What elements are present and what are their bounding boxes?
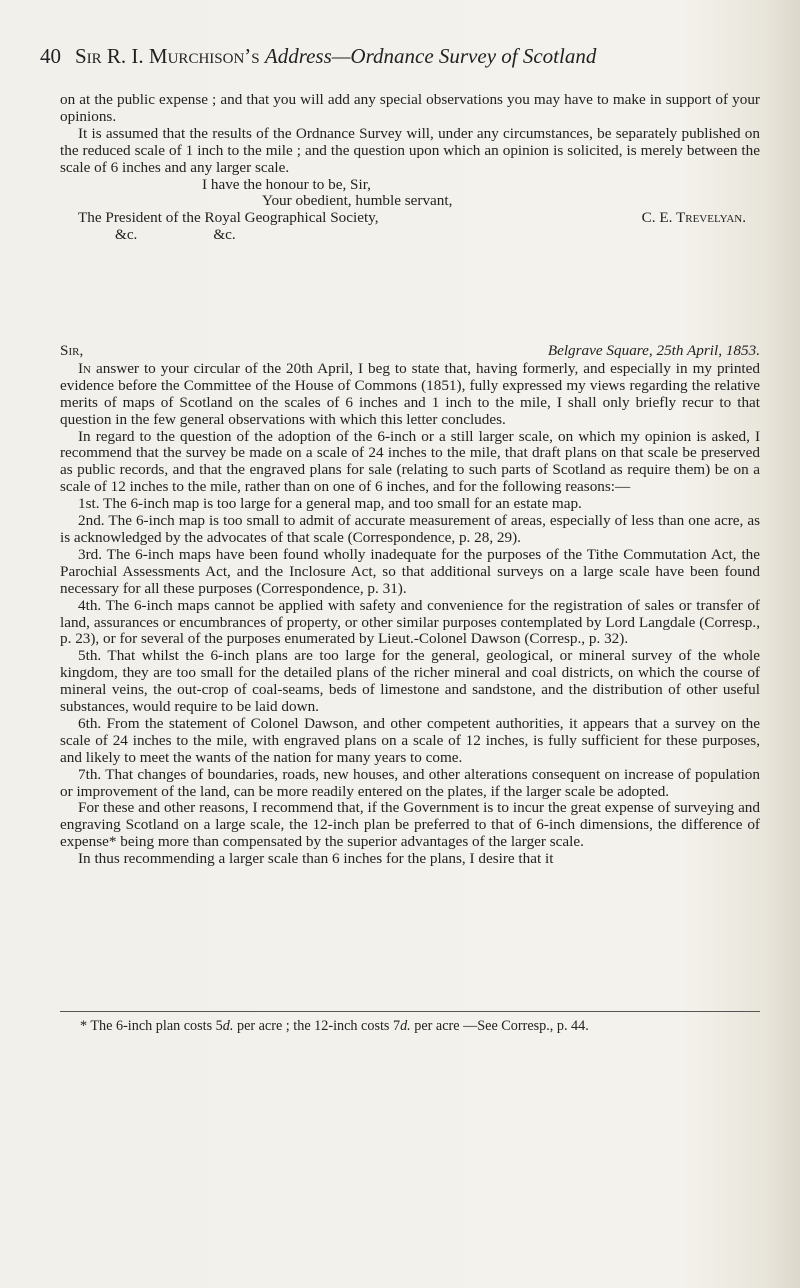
opening-word: In (78, 359, 92, 377)
header-author: Sir R. I. Murchison’s (75, 44, 260, 68)
signature: C. E. Trevelyan. (641, 209, 746, 227)
paragraph: In thus recommending a larger scale than 6 inches for the plans, I desire that it (78, 850, 554, 868)
addressee: The President of the Royal Geographical Society, (78, 209, 379, 227)
closing-line: I have the honour to be, Sir, (202, 175, 371, 193)
paragraph: 6th. From the statement of Colonel Dawson, and other competent authorities, it appears that a survey on the scale of 24 inches to the mile, with engraved plans on a scale of 12 inches, is fully sufficient for these purposes, and likely to meet the wants of the nation for many years to come. (60, 714, 760, 766)
opening-paragraph (60, 361, 760, 429)
header-title: Address—Ordnance Survey of Scotland (264, 44, 597, 68)
paragraph: It is assumed that the results of the Ordnance Survey will, under any circumstances, be separately published on the reduced scale of 1 inch to the mile ; and the question upon which an opinion is solicited, is merely between the scale of 6 inches and any larger scale. (60, 124, 760, 176)
dateline (60, 343, 760, 360)
footnote-text: d. (222, 1018, 234, 1034)
page-number: 40 (40, 44, 61, 68)
paragraph: For these and other reasons, I recommend that, if the Government is to incur the great expense of surveying and engraving Scotland on a large scale, the 12-inch plan be preferred to that of 6-inch dimensions, the difference of expense* being more than compensated by the superior advantages of the larger scale. (60, 799, 760, 851)
paragraph: 3rd. The 6-inch maps have been found wholly inadequate for the purposes of the Tithe Commutation Act, the Parochial Assessments Act, and the Inclosure Act, so that additional surveys on a large scale have been found necessary for all these purposes (Correspondence, p. 31). (60, 545, 760, 597)
footnote (60, 1018, 760, 1035)
footnote-marker: * (80, 1018, 88, 1034)
paragraph: on at the public expense ; and that you will add any special observations you may have to make in support of your opinions. (60, 91, 760, 125)
footnote-text: per acre —See Corresp., p. 44. (410, 1018, 589, 1034)
paragraph: In regard to the question of the adoption of the 6-inch or a still larger scale, on which my opinion is asked, I recommend that the survey be made on a scale of 24 inches to the mile, that draft plans on that scale be preserved as public records, and that the engraved plans for sale (relating to such parts of Scotland as require them) be on a scale of 12 inches to the mile, rather than on one of 6 inches, and for the following reasons:— (60, 427, 760, 496)
closing-line: Your obedient, humble servant, (262, 192, 453, 210)
footnote-text: The 6-inch plan costs 5 (87, 1018, 223, 1034)
paragraph: 2nd. The 6-inch map is too small to admit of accurate measurement of areas, especially of less than one acre, as is acknowledged by the advocates of that scale (Correspondence, p. 28, 29). (60, 512, 760, 546)
opening-text: answer to your circular of the 20th April, I beg to state that, having formerly, and especially in my printed evidence before the Committee of the House of Commons (1851), fully expressed my views regarding the relative merits of maps of Scotland on the scales of 6 inches and 1 inch to the mile, I shall only briefly recur to that question in the few general observations with which this letter concludes. (60, 359, 760, 428)
etc: &c. (115, 226, 138, 244)
paragraph: 5th. That whilst the 6-inch plans are too large for the general, geological, or mineral survey of the whole kingdom, they are too small for the detailed plans of the richer mineral and coal districts, on which the course of mineral veins, the out-crop of coal-seams, beds of limestone and sandstone, and the distribution of other useful substances, would require to be laid down. (60, 647, 760, 716)
addressee-line (60, 210, 760, 227)
salutation: Sir, (60, 342, 84, 359)
footnote-rule (60, 1011, 760, 1012)
murchison-letter (60, 343, 760, 868)
running-header (40, 44, 760, 69)
paragraph: 4th. The 6-inch maps cannot be applied with safety and convenience for the registration of sales or transfer of land, assurances or encumbrances of property, or other similar purposes contemplated by Lord Langdale (Corresp., p. 23), or for several of the purposes enumerated by Lieut.-Colonel Dawson (Corresp., p. 32). (60, 596, 760, 648)
footnote-text: per acre ; the 12-inch costs 7 (233, 1018, 401, 1034)
footnote-text: d. (400, 1018, 411, 1034)
paragraph: 7th. That changes of boundaries, roads, new houses, and other alterations consequent on increase of population or improvement of the land, can be more readily entered on the plates, if the larger scale be adopted. (60, 765, 760, 800)
trevelyan-letter (60, 92, 760, 244)
paragraph: 1st. The 6-inch map is too large for a general map, and too small for an estate map. (78, 495, 582, 513)
etc: &c. (213, 226, 236, 244)
etc-line (60, 227, 760, 244)
place-date: Belgrave Square, 25th April, 1853. (547, 342, 760, 359)
